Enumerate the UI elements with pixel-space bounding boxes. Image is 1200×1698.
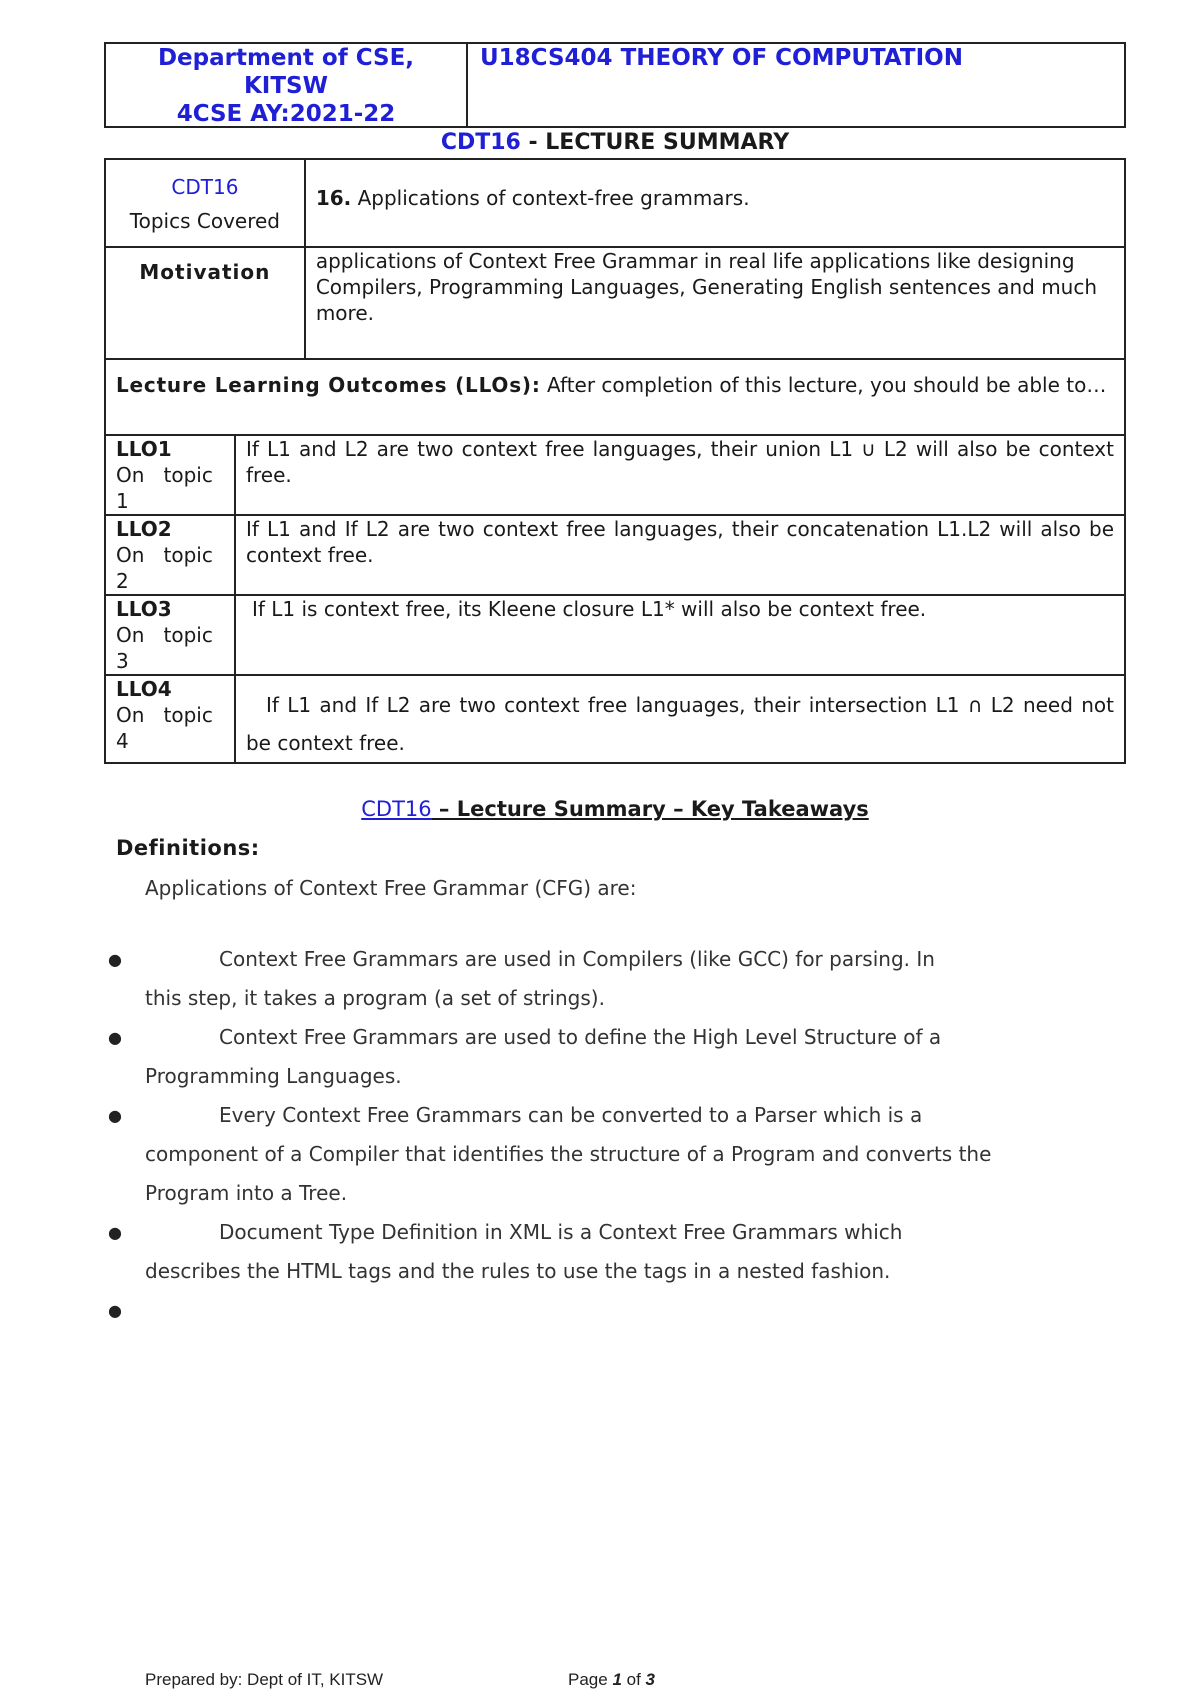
llo-row [105, 435, 1125, 515]
page-number [568, 1670, 655, 1690]
llo-header-row [105, 359, 1125, 435]
llo-row [105, 595, 1125, 675]
llo-topic: On topic [116, 623, 213, 647]
list-item-first: Document Type Definition in XML is a Context Free Grammars which [219, 1220, 903, 1244]
llo-id: LLO2 [116, 517, 172, 541]
llo-topic-number: 3 [116, 649, 129, 673]
llo-row [105, 675, 1125, 763]
topics-row [105, 159, 1125, 247]
bullet-icon: ● [108, 1106, 122, 1125]
page-current: 1 [612, 1670, 622, 1689]
llo-text: If L1 and If L2 are two context free languages, their concatenation L1.L2 will also be context free. [235, 515, 1125, 595]
llo-topic: On topic [116, 463, 213, 487]
motivation-text: applications of Context Free Grammar in real life applications like designing Compilers, Programming Languages, Generating English sentences and much more. [305, 247, 1125, 359]
list-item-rest: component of a Compiler that identifies the structure of a Program and converts the Program into a Tree. [145, 1142, 992, 1205]
list-item-rest: this step, it takes a program (a set of strings). [145, 986, 605, 1010]
bullet-icon: ● [108, 1028, 122, 1047]
topic-number: 16. [315, 186, 352, 210]
llo-header-cell [105, 359, 1125, 435]
bullet-icon: ● [108, 950, 122, 969]
llo-row [105, 515, 1125, 595]
lecture-summary-title [104, 130, 1126, 156]
department-info [106, 44, 468, 126]
motivation-label: Motivation [105, 247, 305, 359]
llo-topic-number: 2 [116, 569, 129, 593]
topic-text: Applications of context-free grammars. [351, 186, 750, 210]
department-line-3: 4CSE AY:2021-22 [176, 101, 396, 127]
llo-topic: On topic [116, 703, 213, 727]
llo-topic: On topic [116, 543, 213, 567]
llo-id-cell [105, 515, 235, 595]
key-takeaways-link[interactable]: CDT16 [361, 797, 432, 821]
list-item [104, 1018, 1064, 1096]
topics-label-cell [105, 159, 305, 247]
page-prefix: Page [568, 1670, 613, 1689]
motivation-row [105, 247, 1125, 359]
llo-id-cell [105, 675, 235, 763]
bullet-icon: ● [108, 1223, 122, 1242]
list-item-first: Context Free Grammars are used to define the High Level Structure of a [219, 1025, 942, 1049]
title-code: CDT16 [440, 130, 521, 155]
topics-code: CDT16 [171, 175, 239, 199]
list-item-first: Every Context Free Grammars can be converted to a Parser which is a [219, 1103, 923, 1127]
footer-prepared-by: Prepared by: Dept of IT, KITSW [145, 1670, 384, 1689]
llo-text: If L1 and If L2 are two context free languages, their intersection L1 ∩ L2 need not be context free. [235, 675, 1125, 763]
llo-header-bold: Lecture Learning Outcomes (LLOs): [116, 373, 541, 397]
list-item [104, 940, 1064, 1018]
llo-topic-number: 4 [116, 729, 129, 753]
llo-header-text: After completion of this lecture, you should be able to… [540, 373, 1107, 397]
llo-topic-number: 1 [116, 489, 129, 513]
page-of: of [621, 1670, 646, 1689]
title-rest: - LECTURE SUMMARY [520, 130, 790, 155]
department-line-1: Department of CSE, [157, 45, 415, 71]
header-box [104, 42, 1126, 128]
llo-text: If L1 and L2 are two context free languages, their union L1 ∪ L2 will also be context free. [235, 435, 1125, 515]
llo-id: LLO3 [116, 597, 172, 621]
key-takeaways-title [104, 797, 1126, 821]
list-item-rest: Programming Languages. [145, 1064, 402, 1088]
topics-value-cell [305, 159, 1125, 247]
bullet-icon: ● [108, 1301, 122, 1320]
llo-id: LLO4 [116, 677, 172, 701]
takeaway-list [104, 940, 1064, 1330]
list-item [104, 1096, 1064, 1213]
llo-id-cell [105, 595, 235, 675]
llo-text: If L1 is context free, its Kleene closure L1* will also be context free. [235, 595, 1125, 675]
list-item [104, 1291, 1064, 1330]
definitions-heading: Definitions: [116, 836, 260, 860]
course-title: U18CS404 THEORY OF COMPUTATION [480, 45, 963, 71]
list-item-first: Context Free Grammars are used in Compilers (like GCC) for parsing. In [219, 947, 935, 971]
list-item-rest: describes the HTML tags and the rules to use the tags in a nested fashion. [145, 1259, 891, 1283]
key-takeaways-heading: – Lecture Summary – Key Takeaways [431, 797, 869, 821]
llo-id: LLO1 [116, 437, 172, 461]
topics-label: Topics Covered [129, 209, 281, 233]
definitions-intro: Applications of Context Free Grammar (CFG) are: [145, 876, 637, 900]
department-line-2: KITSW [243, 73, 328, 99]
page-total: 3 [645, 1670, 655, 1689]
list-item [104, 1213, 1064, 1291]
lecture-table [104, 158, 1126, 764]
llo-id-cell [105, 435, 235, 515]
